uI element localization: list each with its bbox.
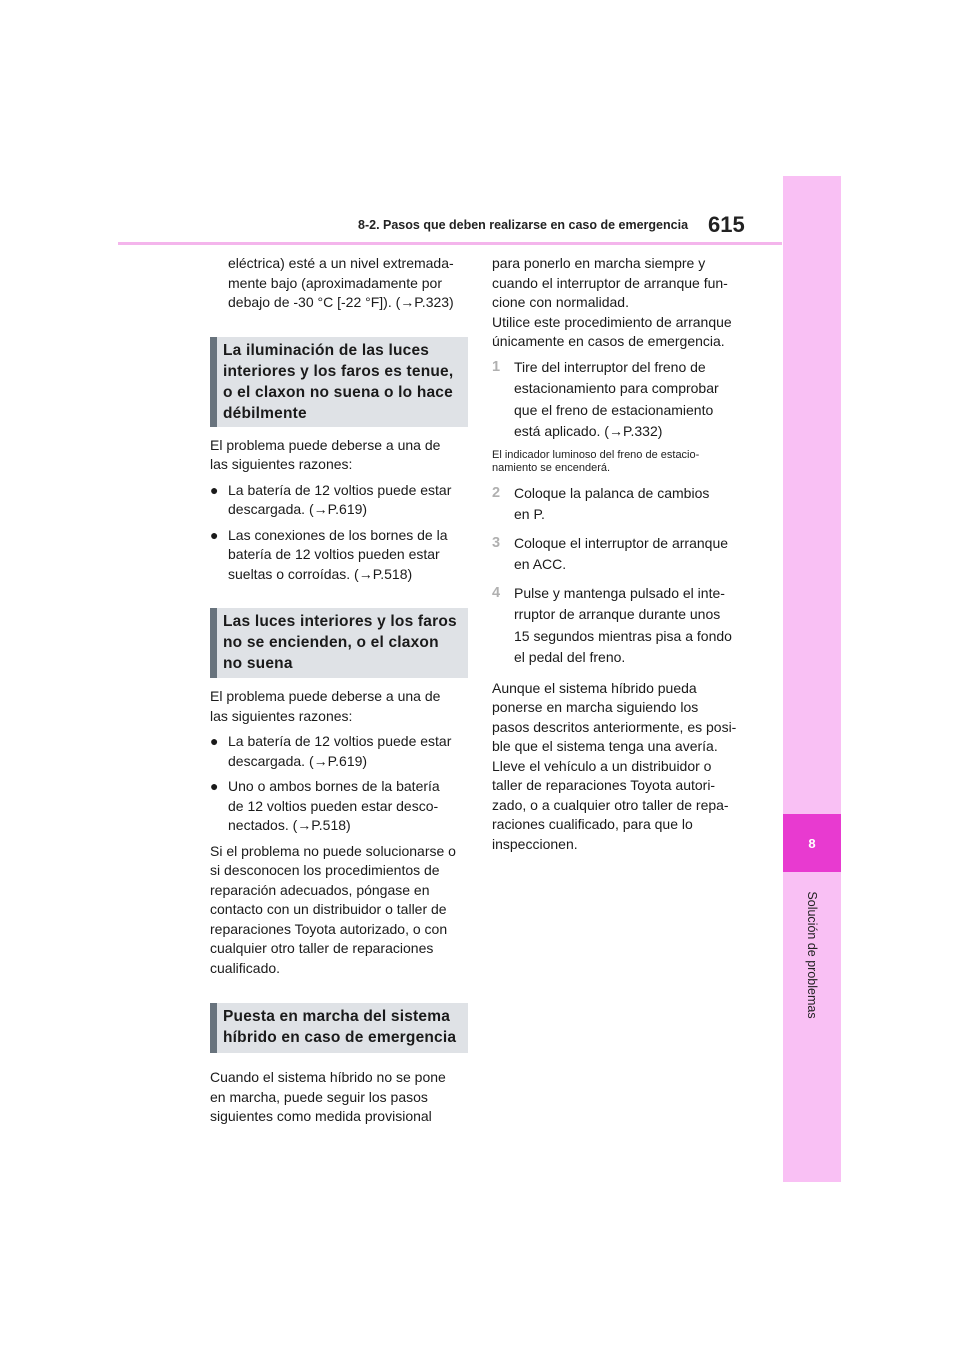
right-column <box>492 254 754 854</box>
page-number: 615 <box>708 212 745 237</box>
paragraph-reasons-2: El problema puede deberse a una de las siguientes razones: <box>210 688 441 724</box>
heading-dim-lights: La iluminación de las luces interiores y los faros es tenue, o el claxon no suena o lo hace débilmente <box>210 337 468 427</box>
bullet-text: La batería de 12 voltios puede estar descargada. (→P.619) <box>228 481 452 517</box>
step-text: Tire del interruptor del freno de estacionamiento para comprobar que el freno de estacionamiento está aplicado. (→P.332) <box>514 358 719 439</box>
chapter-title: Solución de problemas <box>805 891 819 1019</box>
paragraph-warning-inspection: Aunque el sistema híbrido pueda ponerse en marcha siguiendo los pasos descritos anteriormente, es posi- ble que el sistema tenga una avería. Lleve el vehículo a un distribuidor o taller de reparaciones Toyota autori- zado, o a cualquier otro taller de repa- raciones cualificado, para que lo inspeccionen. <box>492 679 737 852</box>
step-text: Coloque la palanca de cambios en P. <box>514 484 710 522</box>
left-column <box>210 254 468 1127</box>
bullet-icon: ● <box>210 481 219 498</box>
step-item <box>492 583 754 669</box>
heading-emergency-start: Puesta en marcha del sistema híbrido en caso de emergencia <box>210 1003 468 1053</box>
step-text: Pulse y mantenga pulsado el inte- rruptor de arranque durante unos 15 segundos mientras pisa a fondo el pedal del freno. <box>514 584 732 665</box>
bullet-icon: ● <box>210 733 219 749</box>
step-item <box>492 533 754 576</box>
bullet-item <box>210 526 468 585</box>
step-item <box>492 483 754 526</box>
bullet-item <box>210 481 468 520</box>
step-note: El indicador luminoso del freno de estacio- namiento se encenderá. <box>492 448 700 474</box>
paragraph-emergency-intro: Cuando el sistema híbrido no se pone en marcha, puede seguir los pasos siguientes como medida provisional <box>210 1069 446 1124</box>
paragraph-contact-dealer: Si el problema no puede solucionarse o si desconocen los procedimientos de reparación adecuados, póngase en contacto con un distribuidor o taller de reparaciones Toyota autorizado, o con cualquier otro taller de reparaciones cualificado. <box>210 842 456 976</box>
intro-text: eléctrica) esté a un nivel extremada- mente bajo (aproximadamente por debajo de -30 °C [-22 °F]). (→P.323) <box>228 255 454 310</box>
bullet-icon: ● <box>210 778 219 794</box>
chapter-side-tab <box>783 176 841 1182</box>
section-label: 8-2. Pasos que deben realizarse en caso de emergencia <box>358 218 689 232</box>
bullet-icon: ● <box>210 526 219 543</box>
chapter-number-badge: 8 <box>783 814 841 872</box>
heading-no-lights: Las luces interiores y los faros no se encienden, o el claxon no suena <box>210 608 468 678</box>
paragraph-emergency-cont: para ponerlo en marcha siempre y cuando el interruptor de arranque fun- cione con normalidad. Utilice este procedimiento de arranque únicamente en casos de emergencia. <box>492 255 732 349</box>
paragraph-reasons-1: El problema puede deberse a una de las siguientes razones: <box>210 436 441 472</box>
header-rule <box>118 242 782 245</box>
bullet-item <box>210 732 468 771</box>
step-number: 1 <box>492 358 501 375</box>
bullet-text: Las conexiones de los bornes de la batería de 12 voltios pueden estar sueltas o corroídas. (→P.518) <box>228 526 448 582</box>
bullet-item <box>210 777 468 836</box>
bullet-text: La batería de 12 voltios puede estar descargada. (→P.619) <box>228 733 452 769</box>
step-item <box>492 357 754 443</box>
step-text: Coloque el interruptor de arranque en ACC. <box>514 534 729 572</box>
step-number: 4 <box>492 584 501 601</box>
step-number: 2 <box>492 484 501 501</box>
bullet-text: Uno o ambos bornes de la batería de 12 voltios pueden estar desco- nectados. (→P.518) <box>228 778 440 833</box>
step-number: 3 <box>492 534 501 551</box>
